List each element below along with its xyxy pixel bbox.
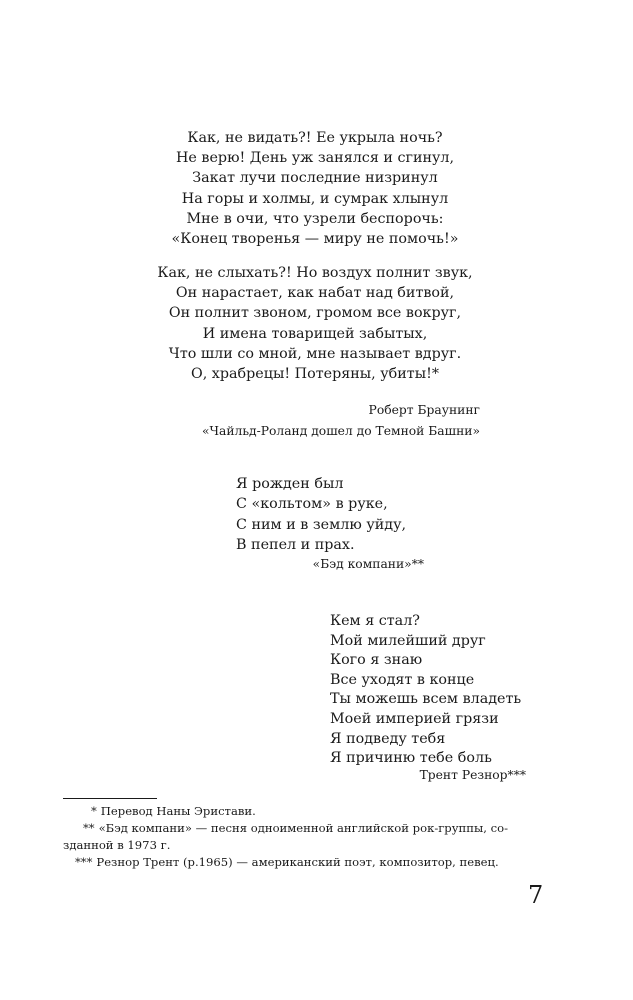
poem-line: Все уходят в конце xyxy=(330,671,475,688)
epigraph-3-attribution: Трент Резнор*** xyxy=(419,768,526,782)
epigraph-1-attribution xyxy=(150,400,480,442)
poem-line: На горы и холмы, и сумрак хлынул xyxy=(181,190,449,207)
epigraph-stanza-2 xyxy=(150,263,480,384)
epigraph-stanza-1 xyxy=(150,128,480,249)
footnote-2 xyxy=(63,820,553,854)
poem-line: В пепел и прах. xyxy=(236,536,355,553)
poem-line: Как, не видать?! Ее укрыла ночь? xyxy=(187,130,443,146)
poem-line: Кого я знаю xyxy=(330,652,423,669)
poem-line: Мне в очи, что узрели беспорочь: xyxy=(186,210,444,227)
poem-line: «Конец творенья — миру не помочь!» xyxy=(171,231,459,248)
footnote-text-continued: зданной в 1973 г. xyxy=(63,838,171,852)
footnote-text: «Бэд компани» — песня одноименной английской рок-группы, со- xyxy=(98,821,508,835)
work-title: «Чайльд-Роланд дошел до Темной Башни» xyxy=(201,424,480,438)
poem-line: Кем я стал? xyxy=(330,613,420,629)
poem-line: Закат лучи последние низринул xyxy=(192,170,438,187)
poem-line: Я подведу тебя xyxy=(330,730,446,747)
poem-line: И имена товарищей забытых, xyxy=(202,325,428,342)
footnote-1 xyxy=(63,803,553,820)
poem-line: Моей империей грязи xyxy=(330,710,499,727)
poem-line: Ты можешь всем владеть xyxy=(330,691,522,708)
epigraph-2-attribution: «Бэд компани»** xyxy=(312,557,424,571)
footnote-text: Резнор Трент (р.1965) — американский поэт, композитор, певец. xyxy=(96,855,499,869)
footnote-3 xyxy=(63,854,553,871)
epigraph-2 xyxy=(236,474,476,555)
footnote-mark: *** xyxy=(75,855,93,869)
poem-line: Как, не слыхать?! Но воздух полнит звук, xyxy=(157,265,473,281)
poem-line: Не верю! День уж занялся и сгинул, xyxy=(175,150,455,167)
footnote-divider xyxy=(63,798,157,799)
poem-line: О, храбрецы! Потеряны, убиты!* xyxy=(191,366,439,383)
poem-line: Он нарастает, как набат над битвой, xyxy=(175,285,455,302)
footnote-mark: ** xyxy=(83,821,95,835)
epigraph-3 xyxy=(330,612,560,769)
poem-line: С «кольтом» в руке, xyxy=(236,496,388,513)
footnote-mark: * xyxy=(91,804,97,818)
poem-line: Я причиню тебе боль xyxy=(330,750,492,767)
poem-line: Что шли со мной, мне называет вдруг. xyxy=(168,345,462,362)
poem-line: Я рожден был xyxy=(236,476,344,492)
poem-line: Он полнит звоном, громом все вокруг, xyxy=(168,305,462,322)
poem-line: С ним и в землю уйду, xyxy=(236,516,407,533)
poem-line: Мой милейший друг xyxy=(330,632,486,649)
footnote-text: Перевод Наны Эристави. xyxy=(100,804,256,818)
footnotes xyxy=(63,803,553,871)
page-number: 7 xyxy=(528,881,544,909)
author-name: Роберт Браунинг xyxy=(368,403,480,417)
